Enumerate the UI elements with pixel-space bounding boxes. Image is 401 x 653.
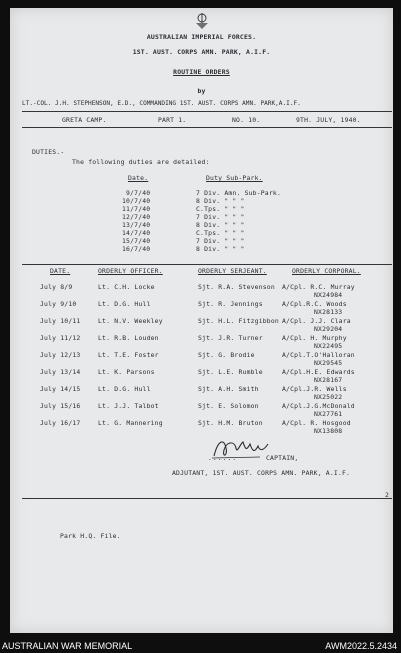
orderly-service-number: NX24984 bbox=[314, 291, 343, 299]
orderly-officer: Lt. R.B. Louden bbox=[98, 334, 159, 342]
footer-rule bbox=[22, 498, 392, 499]
document-page bbox=[10, 8, 393, 633]
page-mark: 2 bbox=[385, 491, 390, 499]
orderly-date: July 9/10 bbox=[40, 300, 77, 308]
duty-date: 9/7/40 bbox=[126, 189, 151, 197]
orderly-officer: Lt. C.H. Locke bbox=[98, 283, 155, 291]
duty-subpark: 7 Div. " " " bbox=[196, 213, 245, 221]
crest-emblem bbox=[192, 11, 212, 31]
orderly-officer: Lt. N.V. Weekley bbox=[98, 317, 163, 325]
duty-subpark: 8 Div. " " " bbox=[196, 197, 245, 205]
part-number: PART 1. bbox=[158, 116, 187, 124]
duty-subpark: 8 Div. " " " bbox=[196, 245, 245, 253]
orderly-date: July 13/14 bbox=[40, 368, 81, 376]
orderly-date: July 12/13 bbox=[40, 351, 81, 359]
subheader-rule bbox=[22, 127, 392, 128]
orderly-corporal: A/Cpl.J.R. Wells bbox=[282, 385, 347, 393]
duty-date: 12/7/40 bbox=[122, 213, 151, 221]
unit-title: 1ST. AUST. CORPS AMN. PARK, A.I.F. bbox=[132, 48, 271, 56]
orderly-serjeant: Sjt. G. Brodie bbox=[198, 351, 255, 359]
orderly-corporal: A/Cpl. H. Murphy bbox=[282, 334, 347, 342]
orderly-officer: Lt. J.J. Talbot bbox=[98, 402, 159, 410]
orderly-corporal: A/Cpl.T.O'Halloran bbox=[282, 351, 355, 359]
orderly-corporal: A/Cpl. R.C. Murray bbox=[282, 283, 355, 291]
orderly-officer: Lt. D.G. Hull bbox=[98, 300, 151, 308]
orderly-serjeant: Sjt. J.R. Turner bbox=[198, 334, 263, 342]
duties-intro: The following duties are detailed: bbox=[72, 158, 210, 166]
duty-subpark: C.Tps. " " " bbox=[196, 229, 245, 237]
archive-reference: AWM2022.5.2434 bbox=[325, 641, 397, 651]
orderly-serjeant: Sjt. L.E. Rumble bbox=[198, 368, 263, 376]
orderly-service-number: NX13808 bbox=[314, 427, 343, 435]
orderly-officer: Lt. D.G. Hull bbox=[98, 385, 151, 393]
duties-subpark-header: Duty Sub-Park. bbox=[206, 174, 263, 182]
duty-date: 11/7/40 bbox=[122, 205, 151, 213]
header-rule bbox=[22, 111, 392, 112]
org-title: AUSTRALIAN IMPERIAL FORCES. bbox=[146, 33, 257, 41]
archive-credit: AUSTRALIAN WAR MEMORIAL bbox=[2, 641, 133, 651]
document-title: ROUTINE ORDERS bbox=[173, 68, 230, 76]
orderly-corporal: A/Cpl. J.J. Clara bbox=[282, 317, 351, 325]
orderly-officer: Lt. K. Parsons bbox=[98, 368, 155, 376]
orderly-service-number: NX27761 bbox=[314, 410, 343, 418]
orderly-date: July 16/17 bbox=[40, 419, 81, 427]
orderly-date: July 14/15 bbox=[40, 385, 81, 393]
orderly-service-number: NX28133 bbox=[314, 308, 343, 316]
orderly-serjeant: Sjt. R.A. Stevenson bbox=[198, 283, 275, 291]
orderly-officer: Lt. G. Mannering bbox=[98, 419, 163, 427]
signature-dots: ...... bbox=[208, 454, 238, 462]
duty-date: 16/7/40 bbox=[122, 245, 151, 253]
orderly-serjeant: Sjt. E. Solomon bbox=[198, 402, 259, 410]
orderly-service-number: NX29204 bbox=[314, 325, 343, 333]
orderly-service-number: NX22495 bbox=[314, 342, 343, 350]
orderly-officer: Lt. T.E. Foster bbox=[98, 351, 159, 359]
duties-heading: DUTIES.- bbox=[32, 148, 65, 156]
orderly-header-date: DATE. bbox=[50, 267, 71, 275]
orderly-service-number: NX28167 bbox=[314, 376, 343, 384]
duty-date: 10/7/40 bbox=[122, 197, 151, 205]
orderly-date: July 10/11 bbox=[40, 317, 81, 325]
duty-date: 14/7/40 bbox=[122, 229, 151, 237]
by-text: by bbox=[197, 87, 206, 95]
orderly-header-officer: ORDERLY OFFICER. bbox=[98, 267, 163, 275]
orderly-corporal: A/Cpl.R.C. Woods bbox=[282, 300, 347, 308]
commander-line: LT.-COL. J.H. STEPHENSON, E.D., COMMANDING 1ST. AUST. CORPS AMN. PARK,A.I.F. bbox=[22, 100, 301, 107]
orderly-serjeant: Sjt. A.H. Smith bbox=[198, 385, 259, 393]
adjutant-line: ADJUTANT, 1ST. AUST. CORPS AMN. PARK, A.I.F. bbox=[172, 469, 351, 477]
orderly-header-serjeant: ORDERLY SERJEANT. bbox=[198, 267, 267, 275]
section-rule bbox=[22, 264, 392, 265]
file-note: Park H.Q. File. bbox=[60, 532, 121, 540]
orderly-service-number: NX25022 bbox=[314, 393, 343, 401]
duty-subpark: 7 Div. " " " bbox=[196, 237, 245, 245]
orderly-serjeant: Sjt. H.L. Fitzgibbon bbox=[198, 317, 279, 325]
orderly-corporal: A/Cpl.H.E. Edwards bbox=[282, 368, 355, 376]
orderly-serjeant: Sjt. H.M. Bruton bbox=[198, 419, 263, 427]
duty-subpark: C.Tps. " " " bbox=[196, 205, 245, 213]
orderly-serjeant: Sjt. R. Jennings bbox=[198, 300, 263, 308]
orderly-date: July 15/16 bbox=[40, 402, 81, 410]
captain-title: CAPTAIN, bbox=[266, 454, 299, 462]
orderly-service-number: NX29545 bbox=[314, 359, 343, 367]
duty-date: 15/7/40 bbox=[122, 237, 151, 245]
duty-subpark: 7 Div. Amn. Sub-Park. bbox=[196, 189, 281, 197]
orderly-date: July 11/12 bbox=[40, 334, 81, 342]
order-number: NO. 10. bbox=[232, 116, 261, 124]
duties-date-header: Date. bbox=[128, 174, 149, 182]
order-date: 9TH. JULY, 1940. bbox=[296, 116, 361, 124]
duty-subpark: 8 Div. " " " bbox=[196, 221, 245, 229]
orderly-date: July 8/9 bbox=[40, 283, 73, 291]
orderly-corporal: A/Cpl. R. Hosgood bbox=[282, 419, 351, 427]
orderly-corporal: A/Cpl.J.G.McDonald bbox=[282, 402, 355, 410]
duty-date: 13/7/40 bbox=[122, 221, 151, 229]
orderly-header-corporal: ORDERLY CORPORAL. bbox=[292, 267, 361, 275]
camp-name: GRETA CAMP. bbox=[62, 116, 107, 124]
